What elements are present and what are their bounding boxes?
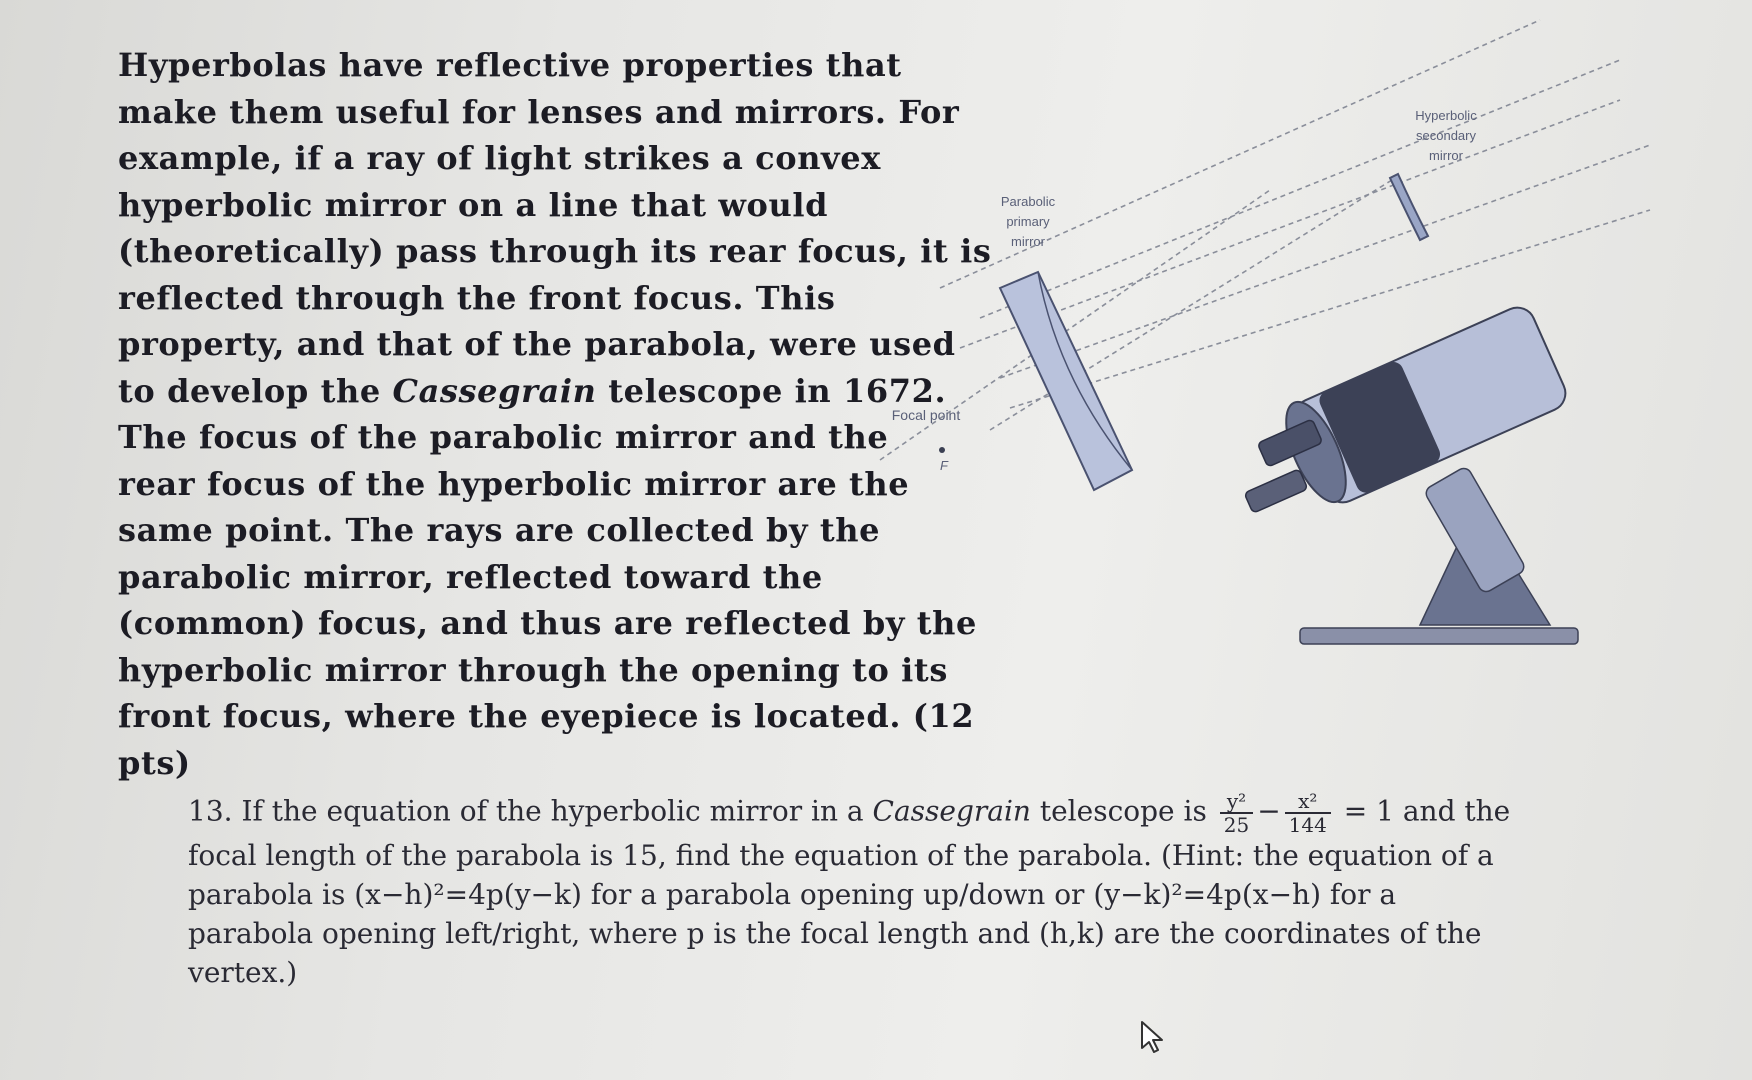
fraction-denominator: 25: [1223, 813, 1250, 837]
cassegrain-telescope-figure: [860, 0, 1752, 700]
paragraph-line: [118, 368, 947, 415]
primary-mirror-label: Parabolic: [1000, 194, 1056, 209]
paragraph-text: to develop the: [118, 371, 381, 410]
question-line: focal length of the parabola is 15, find the equation of the parabola. (Hint: the equation of a: [188, 839, 1494, 872]
paragraph-line: make them useful for lenses and mirrors. For: [118, 92, 960, 131]
paragraph-line: rear focus of the hyperbolic mirror are the: [118, 464, 910, 503]
cassegrain-term: Cassegrain: [872, 794, 1031, 828]
paragraph-text: telescope in 1672.: [608, 371, 947, 410]
minus-sign: −: [1257, 794, 1281, 828]
fraction-y2-over-25: [1220, 790, 1253, 836]
paragraph-line: hyperbolic mirror through the opening to its: [118, 650, 948, 689]
question-13: [188, 789, 1511, 992]
focal-point-marker: [939, 447, 945, 453]
question-line: [188, 789, 1511, 837]
hyperbolic-secondary-mirror: [1390, 174, 1428, 240]
telescope-illustration: [1244, 302, 1578, 644]
question-number: 13.: [188, 794, 233, 828]
fraction-denominator: 144: [1288, 813, 1327, 837]
light-ray: [980, 60, 1620, 318]
focuser: [1244, 469, 1308, 514]
paragraph-line: parabolic mirror, reflected toward the: [118, 557, 823, 596]
question-line: parabola opening left/right, where p is the focal length and (h,k) are the coordinates of the: [188, 917, 1482, 950]
secondary-mirror-label: Hyperbolic: [1415, 108, 1477, 123]
question-text: = 1 and the: [1343, 794, 1511, 828]
secondary-mirror-label: secondary: [1416, 128, 1476, 143]
cassegrain-term: Cassegrain: [392, 371, 597, 410]
question-line: vertex.): [188, 956, 298, 989]
focal-point-label: Focal point: [891, 407, 961, 423]
focal-point-f: F: [940, 458, 948, 473]
paragraph-line: reflected through the front focus. This: [118, 278, 836, 317]
parabolic-primary-mirror: [1000, 272, 1132, 490]
primary-mirror-label: primary: [1006, 214, 1050, 229]
paragraph-line: property, and that of the parabola, were used: [118, 325, 956, 363]
fraction-numerator: x²: [1285, 790, 1331, 814]
light-ray: [1000, 145, 1650, 378]
paragraph-line: The focus of the parabolic mirror and the: [118, 418, 889, 456]
paragraph-line: pts): [118, 743, 191, 782]
question-text: If the equation of the hyperbolic mirror in a: [241, 794, 864, 828]
telescope-base: [1300, 628, 1578, 644]
paragraph-line: Hyperbolas have reflective properties that: [118, 46, 902, 84]
paragraph-line: front focus, where the eyepiece is located. (12: [118, 697, 975, 735]
paragraph-line: same point. The rays are collected by the: [118, 511, 881, 549]
paragraph-line: hyperbolic mirror on a line that would: [118, 185, 829, 224]
paragraph-line: (common) focus, and thus are reflected by the: [118, 604, 977, 642]
mount-arm: [1423, 466, 1526, 595]
primary-mirror-label: mirror: [1011, 234, 1045, 249]
fraction-numerator: y²: [1220, 790, 1253, 814]
mouse-cursor-icon: [1140, 1020, 1166, 1054]
paragraph-line: (theoretically) pass through its rear focus, it is: [118, 232, 992, 270]
secondary-mirror-label: mirror: [1429, 148, 1463, 163]
paragraph-line: example, if a ray of light strikes a convex: [118, 139, 881, 177]
question-line: parabola is (x−h)²=4p(y−k) for a parabola opening up/down or (y−k)²=4p(x−h) for a: [188, 878, 1397, 911]
question-text: telescope is: [1039, 794, 1207, 828]
fraction-x2-over-144: [1285, 790, 1331, 836]
